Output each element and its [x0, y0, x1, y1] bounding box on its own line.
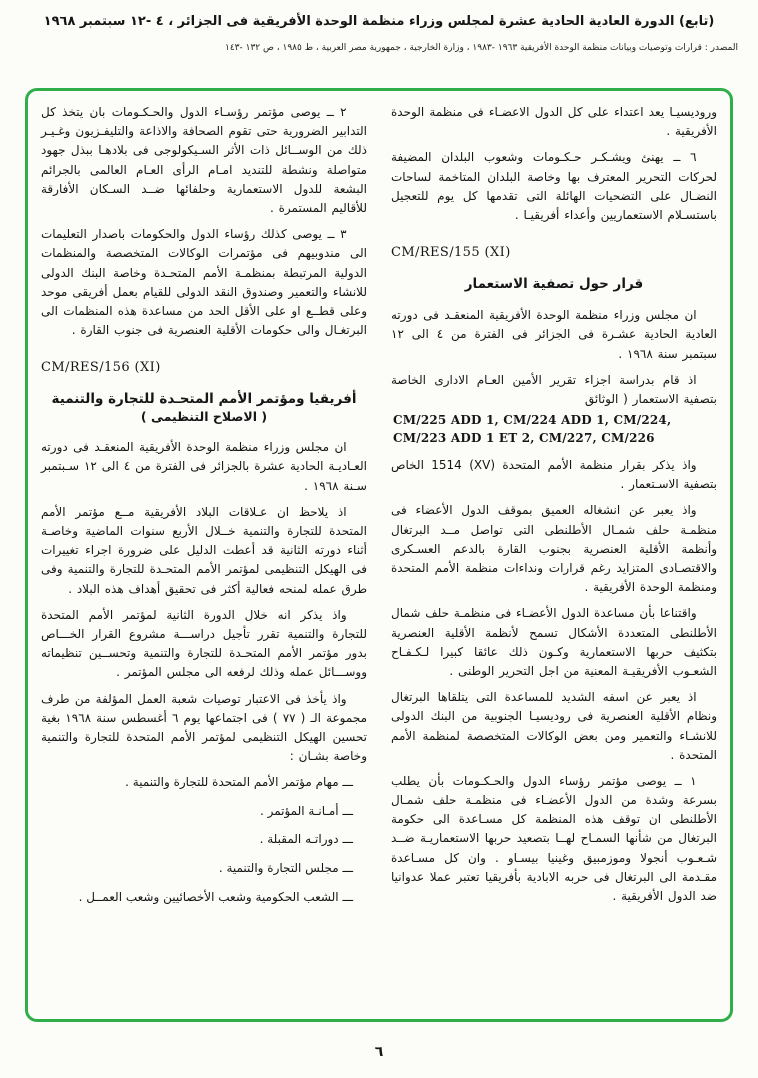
list-item-future-sessions: ـــ دوراتـه المقبلة . — [259, 832, 353, 847]
content-frame — [25, 88, 733, 1022]
document-codes-line1: CM/225 ADD 1, CM/224 ADD 1, CM/224, — [393, 413, 672, 428]
resolution-code-155: CM/RES/155 (XI) — [391, 245, 511, 261]
para-recommendation-2: ٢ ــ يوصى مؤتمر رؤسـاء الدول والحـكـومات بان يتخذ كل التدابير الضرورية حتى تقوم الصحافة والاذاعة والتليفـزيون وغـيـر ذلك من الوســائل ذات الأثر السـيكولوجى فى بلادهـا ببذل جهود متواصلة ونشطة للتنديد امـام الرأى العـام العالمى بالجرائم البشعة للدول الاستعمارية وحلفائها ضــد السـكان الأفارقة للأقاليم المستمرة . — [41, 105, 367, 215]
document-reference-codes — [393, 411, 717, 447]
topics-list — [41, 773, 353, 906]
para-council-session: ان مجلس وزراء منظمة الوحدة الأفريقية المنعقـد فى دورته العادية الحادية عشـرة فى الجزائر فى الفترة من ٤ الى ١٢ سبتمبر سنة ١٩٦٨ . — [391, 308, 717, 361]
para-recalling-second-session: واذ يذكر انه خلال الدورة الثانية لمؤتمر الأمم المتحدة للتجارة والتنمية تقرر تأجيل دراســـة مشروع القرار الخـــاص بدور مؤتمر الأمم المتحـدة للتجارة والتنمية وتحســين تنظيماته ووســـائل عمله وذلك لرفعه الى مجلس المؤتمر . — [41, 607, 367, 680]
list-item-trade-board: ـــ مجلس التجارة والتنمية . — [218, 861, 353, 876]
document-header — [20, 12, 738, 53]
list-item-committees: ـــ الشعب الحكومية وشعب الأخصائيين وشعب العمــل . — [78, 889, 353, 904]
para-documents-intro: اذ قام بدراسة اجزاء تقرير الأمين العـام الادارى الخاصة بتصفية الاستعمار ( الوثائق — [391, 372, 717, 406]
para-recommendation-3: ٣ ــ يوصى كذلك رؤساء الدول والحكومات باصدار التعليمات الى مندوبيهم فى مؤتمرات الوكالات المتخصصة والمنظمات الدولية المرتبطة بمنظمـة الأمم المتحـدة وخاصة البنك الدولى للانشاء والتعمير وصندوق النقد الدولى للقيام بعمل أفريقى موحد وعلى قطــع او على الأقل الحد من مساعدة هذه المنظمات الى البرتغـال والى حكومات الأقلية العنصرية فى جنوب القارة . — [41, 227, 367, 338]
para-item-6: ٦ ــ يهنئ ويشـكـر حـكـومات وشعوب البلدان المضيفة لحركات التحرير المعترف بها وخاصة البلدان المتاخمة لساحات النضـال على التضحيات الهائلة التى تقدمها كل يوم للتعجيل باستسـلام الاستعماريين وأعداء أفريقيـا . — [391, 150, 717, 222]
para-considering-group77: واذ يأخذ فى الاعتبار توصيات شعبة العمل المؤلفة من طرف مجموعة الـ ( ٧٧ ) فى اجتماعها يوم ٦ أغسطس سنة ١٩٦٨ بغية تحسين الهيكل التنظيمى لمؤتمر الأمم المتحدة للتجارة والتنمية وخاصة بشـان : — [41, 691, 367, 764]
para-recommendation-1: ١ ــ يوصى مؤتمر رؤساء الدول والحـكـومات بأن يطلب بسرعة وشدة من الدول الأعضـاء فى منظمـة حلف شمـال الأطلنطى ان توقف هذه المنظمة كل مسـاعدة الى حكومة البرتغال من شأنها السمـاح لهــا بتصعيد حربها الاستعماريـة ضــد شـعـوب أنجولا وموزمبيق وغينيا بيسـاو . وان كل مسـاعدة مقـدمة الى البرتغال فى حربه الابادية بأفريقيا تعتبر عملا عدوانيا ضد الدول الأفريقية . — [391, 773, 717, 903]
para-un-resolution-1514: واذ يذكر بقرار منظمة الأمم المتحدة (XV) 1514 الخاص بتصفية الاسـتعمار . — [391, 458, 717, 492]
para-nato-concern: واذ يعبر عن انشغاله العميق بموقف الدول الأعضاء فى منظمـة حلف شمـال الأطلنطى التى تواصل مــد البرتغال وأنظمة الأقلية العنصرية بجنوب القارة بالدعم العسـكرى والاقتصـادى المتزايد رغم قرارات ونداءات منظمة الأمم المتحدة ومنظمة الوحدة الأفريقية . — [391, 503, 717, 595]
column-right — [391, 103, 717, 1007]
para-rhodesia-continuation: وروديسيـا يعد اعتداء على كل الدول الاعضـاء فى منظمة الوحدة الأفريقية . — [391, 105, 717, 139]
column-left — [41, 103, 367, 1007]
para-noting-relations: اذ يلاحظ ان عـلاقات البلاد الأفريقية مــع مؤتمر الأمم المتحدة للتجارة والتنمية خــلال الأربع سنوات الماضية وخاصـة أثناء دورته الثانية قد أعطت الدليل على ضرورة اجراء تغييرات فى الهيكل التنظيمى لمؤتمر الأمم المتحـدة للتجارة والتنمية وفى طرق عمله لمنحه فعالية أكثر فى تحقيق أهداف هذه البلاد . — [41, 504, 367, 596]
page-number: ٦ — [374, 1044, 384, 1060]
document-source: المصدر : قرارات وتوصيات وبيانات منظمة الوحدة الأفريقية ١٩٦٣ -١٩٨٣ ، وزارة الخارجية ، جمهورية مصر العربية ، ط ١٩٨٥ ، ص ١٣٢ -١٤٣ — [224, 42, 738, 53]
para-council-session-2: ان مجلس وزراء منظمة الوحدة الأفريقية المنعقـد فى دورته العـاديـة الحادية عشرة بالجزائر فى الفترة من ٤ الى ١٢ سـبتمبر سـنة ١٩٦٨ . — [41, 440, 367, 493]
list-item-functions: ـــ مهام مؤتمر الأمم المتحدة للتجارة والتنمية . — [125, 775, 353, 790]
document-codes-line2: CM/223 ADD 1 ET 2, CM/227, CM/226 — [393, 431, 655, 446]
resolution-title-unctad: أفريقيا ومؤتمر الأمم المتحـدة للتجارة والتنمية — [51, 391, 357, 408]
resolution-code-156: CM/RES/156 (XI) — [41, 360, 161, 376]
resolution-title-decolonization: قرار حول تصفية الاستعمار — [464, 276, 644, 293]
list-item-secretariat: ـــ أمـانـة المؤتمر . — [259, 803, 353, 818]
para-regret-world-bank: اذ يعبر عن اسفه الشديد للمساعدة التى يتلقاها البرتغال ونظام الأقلية العنصرية فى روديسيـا الجنوبية من البنك الدولى للانشـاء والتعمير ومن بعض الوكالات المتخصصة لمنظمة الأمم المتحدة . — [391, 690, 717, 762]
two-column-layout — [41, 103, 717, 1007]
para-conviction: واقتناعا بأن مساعدة الدول الأعضـاء فى منظمـة حلف شمال الأطلنطى المتعددة الأشكال تسمح لأنظمة الأقلية العنصرية بتكثيف حربها الاستعمارية وكـون ذلك عائقا كبيرا لـكـفـاح الشعـوب الأفريقيـة المعنية من اجل التحرير الوطنى . — [391, 606, 717, 678]
document-title: (تابع) الدورة العادية الحادية عشرة لمجلس وزراء منظمة الوحدة الأفريقية فى الجزائر ، ٤ -١٢ سبتمبر ١٩٦٨ — [43, 14, 715, 29]
resolution-subtitle-unctad: ( الاصلاح التنظيمى ) — [140, 409, 268, 425]
